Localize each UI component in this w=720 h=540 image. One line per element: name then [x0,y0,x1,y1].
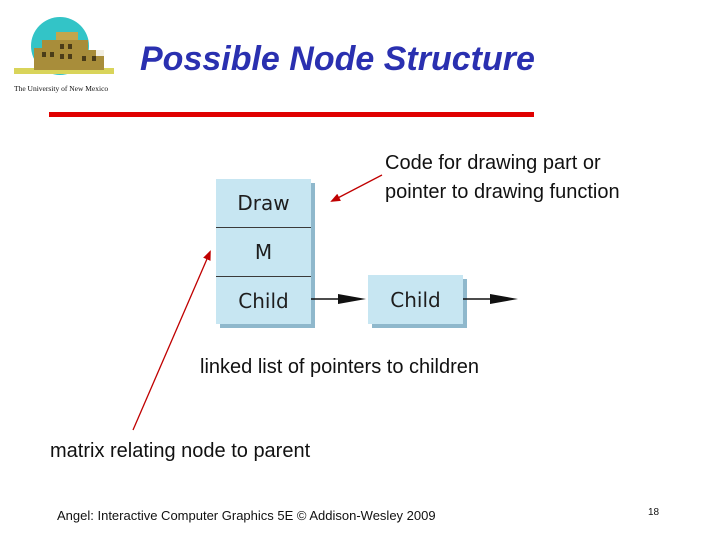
logo-caption: The University of New Mexico [14,84,109,93]
node-field-draw: Draw [237,190,290,215]
linked-list-annotation: linked list of pointers to children [200,356,480,378]
draw-code-annotation-line1: Code for drawing part or [385,152,601,174]
child-node-box: Child [368,275,463,324]
footer-credit: Angel: Interactive Computer Graphics 5E © Addison-Wesley 2009 [57,508,436,523]
page-number: 18 [648,507,660,518]
child-pointer-arrow-1 [311,294,366,304]
draw-code-annotation-line2: pointer to drawing function [385,181,620,203]
matrix-annotation-arrow [133,252,210,430]
draw-annotation-arrow [332,175,382,201]
child-pointer-arrow-2 [463,294,518,304]
node-field-child: Child [216,276,311,324]
node-field-matrix: M [216,227,311,275]
matrix-annotation: matrix relating node to parent [50,440,311,462]
slide-title: Possible Node Structure [140,40,535,78]
